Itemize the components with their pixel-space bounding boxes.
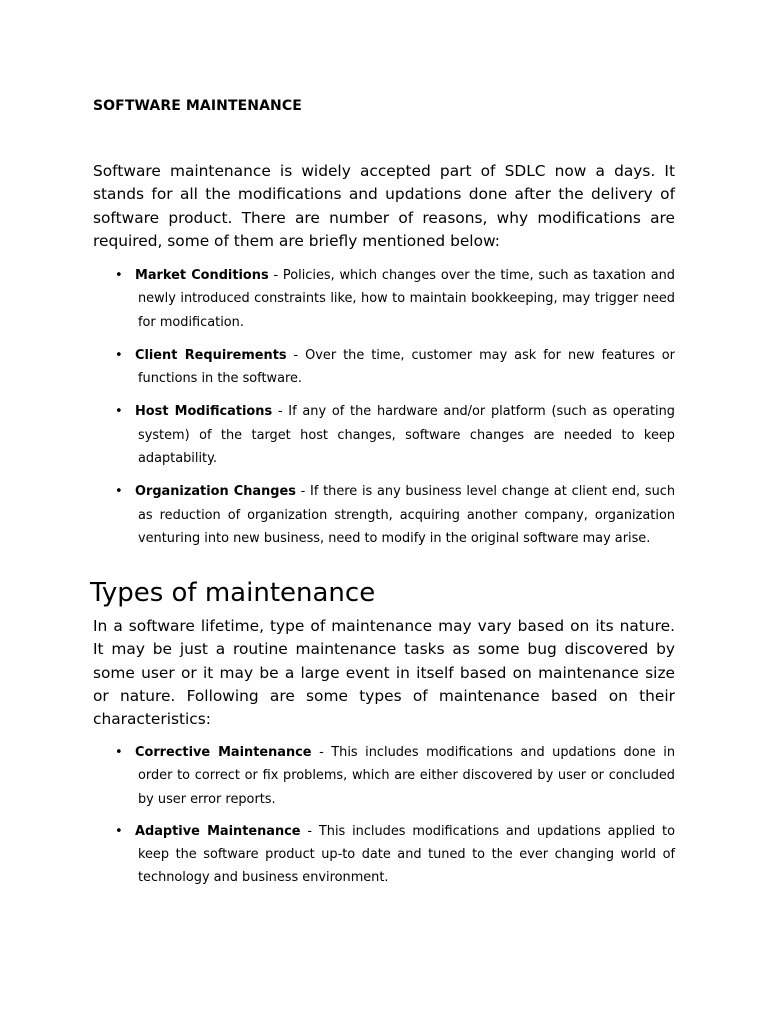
bullet-icon: • [115, 404, 123, 420]
reasons-list [93, 264, 675, 550]
list-item-term: Adaptive Maintenance [135, 823, 301, 839]
list-item-term: Host Modifications [135, 404, 273, 420]
list-item-corrective-maintenance [93, 741, 675, 811]
list-item-adaptive-maintenance [93, 820, 675, 890]
list-item-client-requirements [93, 344, 675, 391]
list-item-term: Organization Changes [135, 484, 296, 500]
list-item-term: Corrective Maintenance [135, 745, 312, 760]
intro-paragraph: Software maintenance is widely accepted part of SDLC now a days. It stands for all the modifications and updations done after the delivery of software product. There are number of reasons, why modifications are required, some of them are briefly mentioned below: [93, 162, 675, 250]
types-list [93, 741, 675, 890]
list-item-text: - Over the time, customer may ask for new features or functions in the software. [138, 347, 675, 387]
bullet-icon: • [115, 745, 123, 760]
bullet-icon: • [115, 484, 123, 500]
bullet-icon: • [115, 347, 123, 363]
types-paragraph: In a software lifetime, type of maintenance may vary based on its nature. It may be just a routine maintenance tasks as some bug discovered by some user or it may be a large event in itself based on maintenance size or nature. Following are some types of maintenance based on their characteristics: [93, 617, 675, 729]
document-title: SOFTWARE MAINTENANCE [93, 98, 302, 114]
list-item-host-modifications [93, 400, 675, 470]
list-item-market-conditions [93, 264, 675, 334]
bullet-icon: • [115, 268, 123, 283]
list-item-text: - If there is any business level change at client end, such as reduction of organization strength, acquiring another company, organization venturing into new business, need to modify in the original software may arise. [138, 484, 675, 546]
list-item-organization-changes [93, 480, 675, 550]
list-item-term: Market Conditions [135, 268, 269, 283]
list-item-text: - This includes modifications and updations done in order to correct or fix problems, which are either discovered by user or concluded by user error reports. [138, 745, 676, 807]
list-item-text: - If any of the hardware and/or platform (such as operating system) of the target host changes, software changes are needed to keep adaptability. [138, 404, 675, 467]
list-item-text: - This includes modifications and updations applied to keep the software product up-to date and tuned to the ever changing world of technology and business environment. [138, 823, 675, 886]
list-item-text: - Policies, which changes over the time, such as taxation and newly introduced constraints like, how to maintain bookkeeping, may trigger need for modification. [138, 268, 675, 330]
section-heading: Types of maintenance [90, 578, 376, 608]
list-item-term: Client Requirements [135, 347, 287, 363]
bullet-icon: • [115, 823, 123, 839]
